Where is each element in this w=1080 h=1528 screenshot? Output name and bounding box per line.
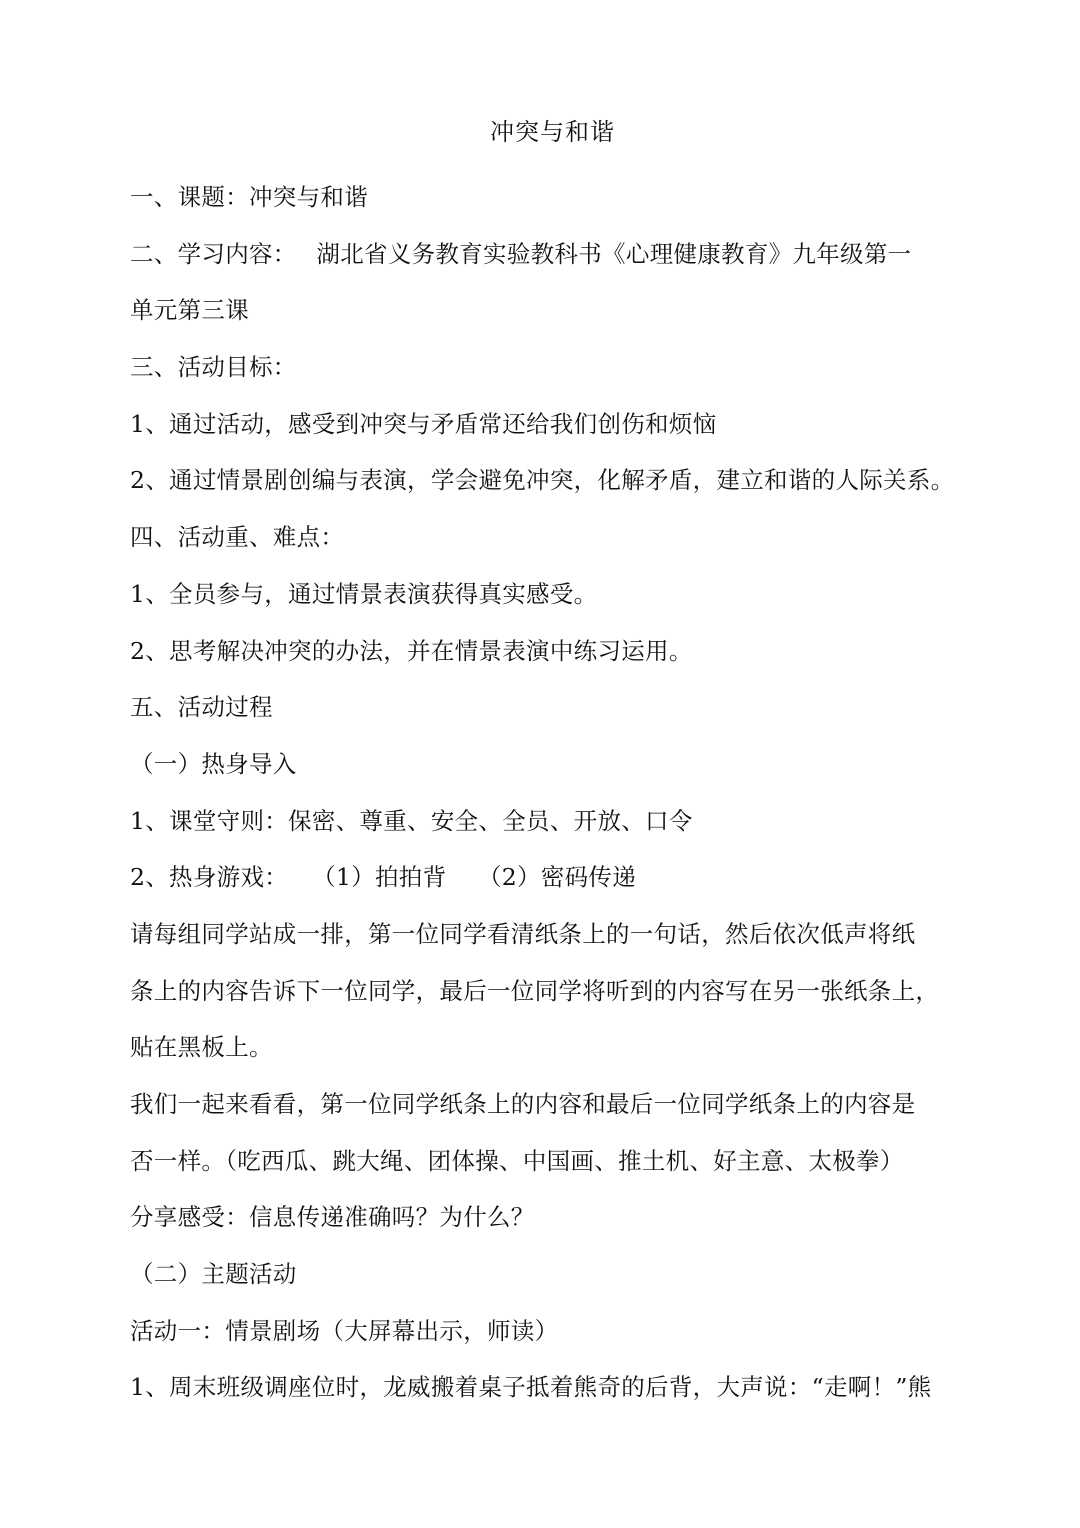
body-line: 1、全员参与，通过情景表演获得真实感受。 xyxy=(130,579,598,608)
body-line: 请每组同学站成一排，第一位同学看清纸条上的一句话，然后依次低声将纸 xyxy=(130,919,916,948)
body-line: 单元第三课 xyxy=(130,296,249,325)
body-line: 1、周末班级调座位时，龙威搬着桌子抵着熊奇的后背，大声说：“走啊！”熊 xyxy=(130,1373,932,1402)
body-line: 分享感受：信息传递准确吗？为什么？ xyxy=(130,1203,535,1232)
body-line: 一、课题：冲突与和谐 xyxy=(130,183,368,211)
body-line: 四、活动重、难点： xyxy=(130,523,345,552)
body-line: （一）热身导入 xyxy=(130,749,297,778)
body-line: 条上的内容告诉下一位同学，最后一位同学将听到的内容写在另一张纸条上， xyxy=(130,976,940,1005)
body-line: 2、通过情景剧创编与表演，学会避免冲突，化解矛盾，建立和谐的人际关系。 xyxy=(130,466,955,495)
document-title: 冲突与和谐 xyxy=(490,118,615,146)
body-line: 1、课堂守则：保密、尊重、安全、全员、开放、口令 xyxy=(130,806,693,835)
body-line: （二）主题活动 xyxy=(130,1260,297,1289)
body-line: 我们一起来看看，第一位同学纸条上的内容和最后一位同学纸条上的内容是 xyxy=(130,1090,916,1118)
body-line: 2、思考解决冲突的办法，并在情景表演中练习运用。 xyxy=(130,636,693,665)
body-line: 1、通过活动，感受到冲突与矛盾常还给我们创伤和烦恼 xyxy=(130,409,717,438)
document-body xyxy=(130,169,980,1416)
body-line: 二、学习内容： 湖北省义务教育实验教科书《心理健康教育》九年级第一 xyxy=(130,239,912,268)
body-line: 贴在黑板上。 xyxy=(130,1033,273,1062)
body-line: 否一样。（吃西瓜、跳大绳、团体操、中国画、推土机、好主意、太极拳） xyxy=(130,1146,904,1175)
body-line: 2、热身游戏： （1）拍拍背 （2）密码传递 xyxy=(130,863,637,892)
body-line: 活动一：情景剧场（大屏幕出示，师读） xyxy=(130,1316,559,1345)
body-line: 五、活动过程 xyxy=(130,693,273,722)
body-line: 三、活动目标： xyxy=(130,353,297,382)
